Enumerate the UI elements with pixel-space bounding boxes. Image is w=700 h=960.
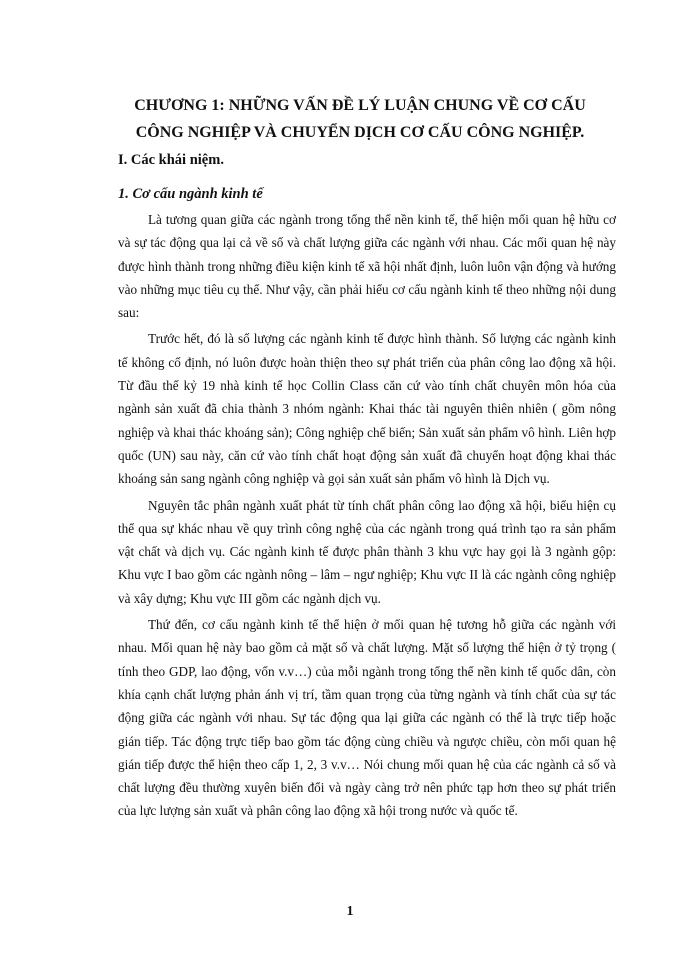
paragraph: Thứ đến, cơ cấu ngành kinh tế thể hiện ở mối quan hệ tương hỗ giữa các ngành với nhau. Mối quan hệ này bao gồm cả mặt số và chất lượng. Mặt số lượng thể hiện ở tỷ trọng ( tính theo GDP, lao động, vốn v.v…) của mỗi ngành trong tổng thể nền kinh tế quốc dân, còn khía cạnh chất lượng phản ánh vị trí, tầm quan trọng của từng ngành và tính chất của sự tác động giữa các ngành với nhau. Sự tác động qua lại giữa các ngành có thể là trực tiếp hoặc gián tiếp. Tác động trực tiếp bao gồm tác động cùng chiều và ngược chiều, còn mối quan hệ gián tiếp được thể hiện theo cấp 1, 2, 3 v.v… Nói chung mối quan hệ của các ngành cả số và chất lượng đều thường xuyên biến đổi và ngày càng trở nên phức tạp hơn theo sự phát triển của lực lượng sản xuất và phân công lao động xã hội trong nước và quốc tế. [118,617,616,819]
chapter-title-line-2: CÔNG NGHIỆP VÀ CHUYỂN DỊCH CƠ CẤU CÔNG NGHIỆP. [135,124,585,141]
paragraph: Trước hết, đó là số lượng các ngành kinh tế được hình thành. Số lượng các ngành kinh tế không cố định, nó luôn được hoàn thiện theo sự phát triển của phân công lao động xã hội. Từ đầu thế kỷ 19 nhà kinh tế học Collin Class căn cứ vào tính chất chuyên môn hóa của ngành sản xuất đã chia thành 3 nhóm ngành: Khai thác tài nguyên thiên nhiên ( gồm nông nghiệp và khai thác khoáng sản); Công nghiệp chế biến; Sản xuất sản phẩm vô hình. Liên hợp quốc (UN) sau này, căn cứ vào tính chất hoạt động sản xuất đã chuyển hoạt động khai thác khoáng sản sang ngành công nghiệp và gọi sản xuất sản phẩm vô hình là Dịch vụ. [118,331,616,487]
section-heading: I. Các khái niệm. [118,152,224,168]
chapter-title [100,92,620,146]
chapter-title-line-1: CHƯƠNG 1: NHỮNG VẤN ĐỀ LÝ LUẬN CHUNG VỀ CƠ CẤU [134,97,586,114]
subsection-heading: 1. Cơ cấu ngành kinh tế [118,186,263,202]
paragraph: Nguyên tắc phân ngành xuất phát từ tính chất phân công lao động xã hội, biểu hiện cụ thể qua sự khác nhau về quy trình công nghệ của các ngành trong quá trình tạo ra sản phẩm vật chất và dịch vụ. Các ngành kinh tế được phân thành 3 khu vực hay gọi là 3 ngành gộp: Khu vực I bao gồm các ngành nông – lâm – ngư nghiệp; Khu vực II là các ngành công nghiệp và xây dựng; Khu vực III gồm các ngành dịch vụ. [118,497,616,606]
page-number: 1 [346,904,354,919]
paragraph: Là tương quan giữa các ngành trong tổng thể nền kinh tế, thể hiện mối quan hệ hữu cơ và sự tác động qua lại cả về số và chất lượng giữa các ngành với nhau. Các mối quan hệ này được hình thành trong những điều kiện kinh tế xã hội nhất định, luôn luôn vận động và hướng vào những mục tiêu cụ thể. Như vậy, cần phải hiểu cơ cấu ngành kinh tế theo những nội dung sau: [118,212,616,321]
body-text [118,208,616,826]
